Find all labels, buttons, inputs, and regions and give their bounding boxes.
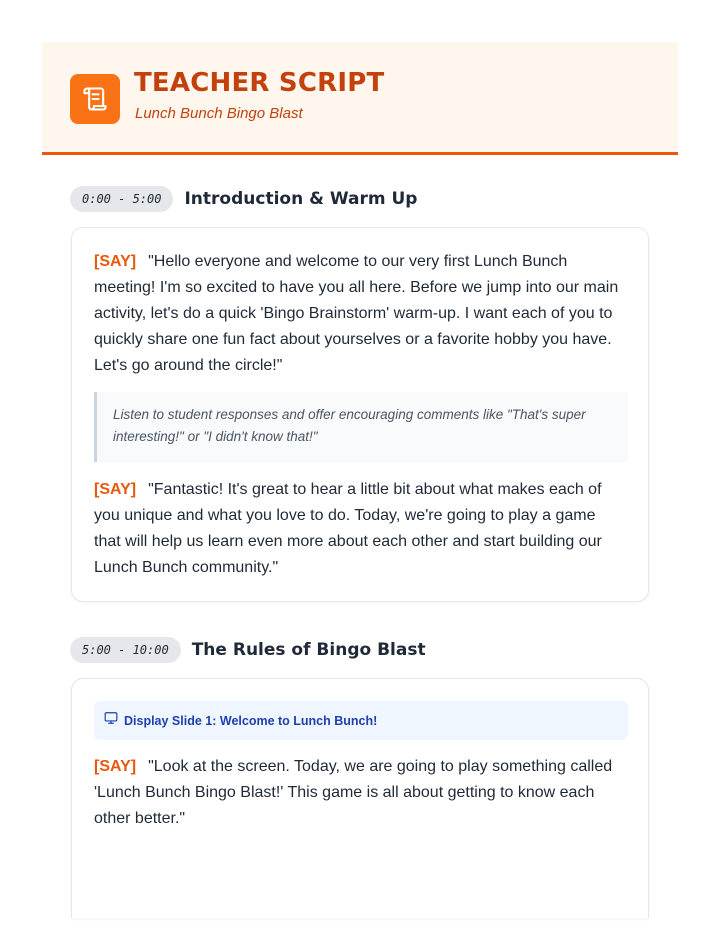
say-tag: [SAY] bbox=[94, 253, 137, 270]
time-badge: 0:00 - 5:00 bbox=[70, 186, 173, 212]
slide-cue bbox=[94, 701, 628, 740]
slide-cue-label: Display Slide 1: Welcome to Lunch Bunch! bbox=[124, 713, 378, 728]
section-title: The Rules of Bingo Blast bbox=[191, 640, 426, 660]
section-heading bbox=[70, 637, 426, 663]
say-tag: [SAY] bbox=[94, 758, 137, 775]
time-badge: 5:00 - 10:00 bbox=[70, 637, 181, 663]
say-block bbox=[94, 249, 622, 379]
section-title: Introduction & Warm Up bbox=[184, 189, 418, 209]
say-text: "Fantastic! It's great to hear a little bit about what makes each of you unique and what you love to do. Today, we're going to play a game that will help us learn even more about each other and start building our Lunch Bunch community." bbox=[94, 481, 602, 576]
say-tag: [SAY] bbox=[94, 481, 137, 498]
teacher-note: Listen to student responses and offer encouraging comments like "That's super interesting!" or "I didn't know that!" bbox=[94, 392, 628, 462]
script-card bbox=[71, 227, 649, 602]
page-subtitle: Lunch Bunch Bingo Blast bbox=[135, 105, 303, 122]
page-title: TEACHER SCRIPT bbox=[134, 68, 385, 98]
section-heading bbox=[70, 186, 417, 212]
script-card bbox=[71, 678, 649, 918]
say-text: "Look at the screen. Today, we are going to play something called 'Lunch Bunch Bingo Blast!' This game is all about getting to know each other better." bbox=[94, 758, 613, 827]
say-block bbox=[94, 754, 622, 832]
monitor-icon bbox=[104, 711, 118, 730]
scroll-icon bbox=[70, 74, 120, 124]
script-header bbox=[42, 42, 678, 155]
say-text: "Hello everyone and welcome to our very first Lunch Bunch meeting! I'm so excited to have you all here. Before we jump into our main activity, let's do a quick 'Bingo Brainstorm' warm-up. I want each of you to quickly share one fun fact about yourselves or a favorite hobby you have. Let's go around the circle!" bbox=[94, 253, 619, 374]
say-block bbox=[94, 477, 622, 581]
